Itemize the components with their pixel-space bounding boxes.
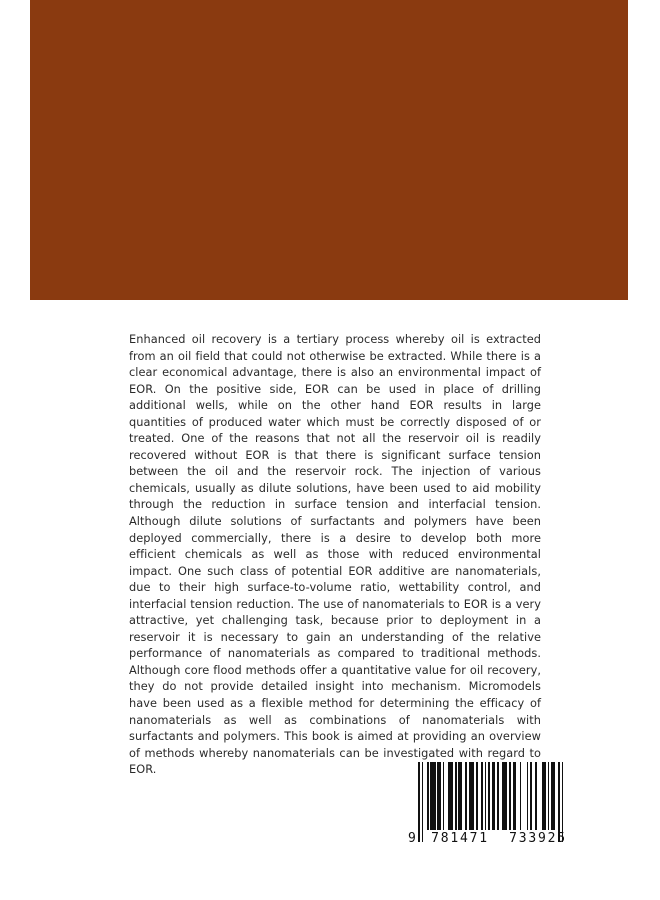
barcode-digits xyxy=(408,830,576,846)
barcode-first-digit: 9 xyxy=(408,830,416,846)
barcode-bars xyxy=(418,762,576,830)
back-cover-blurb: Enhanced oil recovery is a tertiary process whereby oil is extracted from an oil field that could not otherwise be extracted. While there is a clear economical advantage, there is also an environmental impact of EOR. On the positive side, EOR can be used in place of drilling additional wells, while on the other hand EOR results in large quantities of produced water which must be correctly disposed of or treated. One of the reasons that not all the reservoir oil is readily recovered without EOR is that there is significant surface tension between the oil and the reservoir rock. The injection of various chemicals, usually as dilute solutions, have been used to aid mobility through the reduction in surface tension and interfacial tension. Although dilute solutions of surfactants and polymers have been deployed commercially, there is a desire to develop both more efficient chemicals as well as those with reduced environmental impact. One such class of potential EOR additive are nanomaterials, due to their high surface-to-volume ratio, wettability control, and interfacial tension reduction. The use of nanomaterials to EOR is a very attractive, yet challenging task, because prior to deployment in a reservoir it is necessary to gain an understanding of the relative performance of nanomaterials as compared to traditional methods. Although core flood methods offer a quantitative value for oil recovery, they do not provide detailed insight into mechanism. Micromodels have been used as a flexible method for determining the efficacy of nanomaterials as well as combinations of nanomaterials with surfactants and polymers. This book is aimed at providing an overview of methods whereby nanomaterials can be investigated with regard to EOR. xyxy=(129,332,541,777)
cover-color-panel xyxy=(30,0,628,300)
isbn-barcode xyxy=(408,762,576,846)
barcode-right-digits: 733925 xyxy=(509,830,567,846)
barcode-left-digits: 781471 xyxy=(431,830,489,846)
